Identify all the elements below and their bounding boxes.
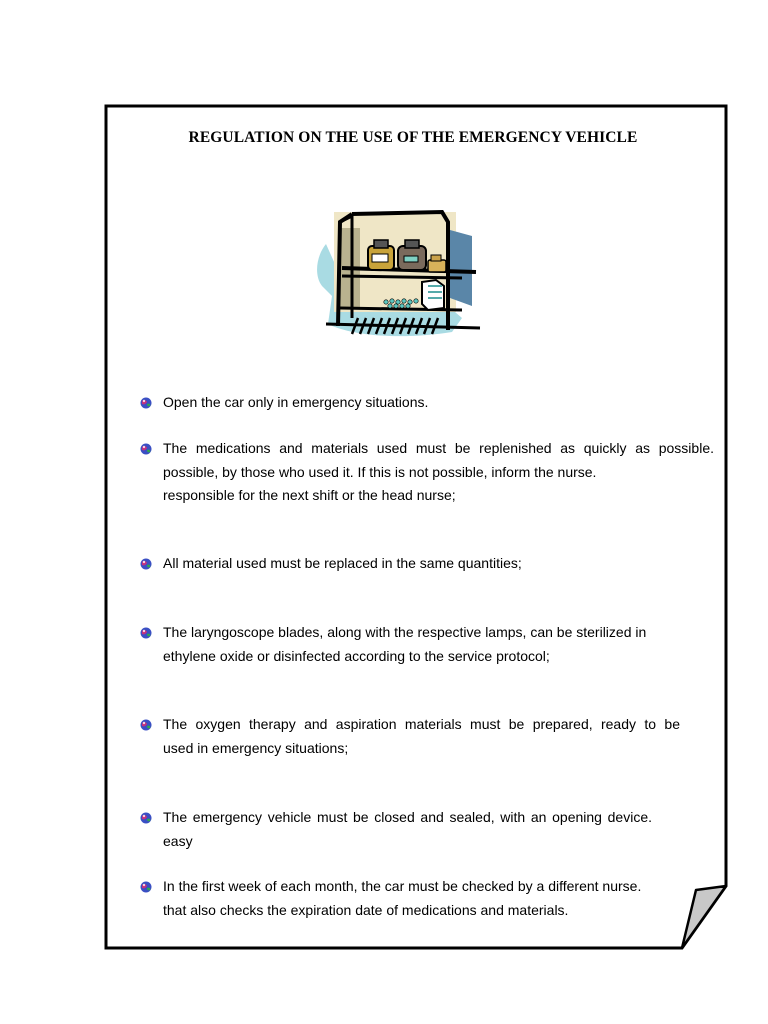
- medicine-cabinet-illustration: [312, 206, 482, 342]
- list-item-text: [163, 875, 683, 922]
- text-line: that also checks the expiration date of medications and materials.: [163, 901, 569, 918]
- globe-bullet-icon: [140, 812, 152, 824]
- globe-bullet-icon: [140, 558, 152, 570]
- list-item-text: [163, 552, 723, 576]
- text-line: ethylene oxide or disinfected according to the service protocol;: [163, 647, 550, 664]
- text-line: Open the car only in emergency situations.: [163, 394, 429, 410]
- text-line: The oxygen therapy and aspiration materials must be prepared, ready to be: [163, 716, 680, 732]
- globe-bullet-icon: [140, 443, 152, 455]
- list-item-text: [163, 391, 723, 415]
- globe-bullet-icon: [140, 627, 152, 639]
- text-line: The laryngoscope blades, along with the respective lamps, can be sterilized in: [163, 624, 647, 640]
- list-item-text: [163, 437, 714, 508]
- globe-bullet-icon: [140, 719, 152, 731]
- page-curl: [682, 886, 726, 948]
- text-line: The emergency vehicle must be closed and sealed, with an opening device.: [163, 809, 652, 825]
- text-line: The medications and materials used must be replenished as quickly as possible.: [163, 440, 714, 456]
- text-line: easy: [163, 832, 193, 849]
- text-line: In the first week of each month, the car must be checked by a different nurse.: [163, 878, 642, 894]
- list-item-text: [163, 713, 680, 760]
- list-item-text: [163, 806, 652, 853]
- list-item-text: [163, 621, 723, 668]
- document-title: REGULATION ON THE USE OF THE EMERGENCY VEHICLE: [188, 129, 638, 146]
- text-line: possible, by those who used it. If this is not possible, inform the nurse.: [163, 463, 597, 480]
- text-line: responsible for the next shift or the head nurse;: [163, 487, 456, 503]
- globe-bullet-icon: [140, 881, 152, 893]
- text-line: used in emergency situations;: [163, 739, 349, 756]
- text-line: All material used must be replaced in the same quantities;: [163, 555, 522, 571]
- globe-bullet-icon: [140, 397, 152, 409]
